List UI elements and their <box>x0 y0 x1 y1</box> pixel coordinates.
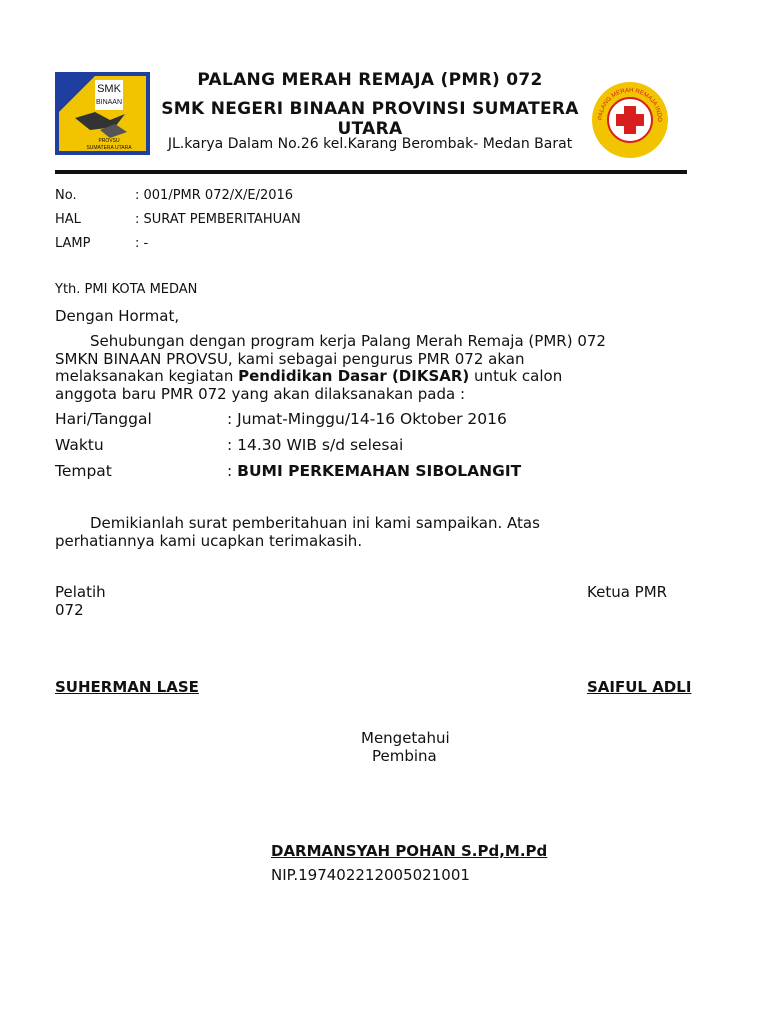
body-line-4: anggota baru PMR 072 yang akan dilaksanakan pada : <box>55 385 466 403</box>
signer-right-role: Ketua PMR <box>587 583 668 601</box>
school-title-cont: UTARA <box>337 119 403 139</box>
body-line-2: SMKN BINAAN PROVSU, kami sebagai pengurus PMR 072 akan <box>55 350 525 368</box>
svg-text:SUMATERA UTARA: SUMATERA UTARA <box>86 145 132 151</box>
recipient: Yth. PMI KOTA MEDAN <box>55 282 198 297</box>
signer-left-role-cont: 072 <box>55 601 84 619</box>
greeting: Dengan Hormat, <box>55 307 180 325</box>
body-line-3: melaksanakan kegiatan Pendidikan Dasar (DIKSAR) untuk calon <box>55 367 563 385</box>
signer-right-name: SAIFUL ADLI <box>587 678 692 696</box>
school-title: SMK NEGERI BINAAN PROVINSI SUMATERA <box>161 99 579 119</box>
field-place: Tempat : BUMI PERKEMAHAN SIBOLANGIT <box>55 462 522 480</box>
pmr-emblem-logo <box>590 80 670 160</box>
organization-title: PALANG MERAH REMAJA (PMR) 072 <box>197 70 543 90</box>
body-line-1: Sehubungan dengan program kerja Palang Merah Remaja (PMR) 072 <box>90 332 606 350</box>
school-address: JL.karya Dalam No.26 kel.Karang Berombak- Medan Barat <box>167 136 573 152</box>
meta-subject: HAL : SURAT PEMBERITAHUAN <box>55 212 301 227</box>
closing-line-1: Demikianlah surat pemberitahuan ini kami sampaikan. Atas <box>90 514 540 532</box>
ack-role: Pembina <box>372 747 437 765</box>
svg-text:SMK: SMK <box>97 83 121 95</box>
closing-line-2: perhatiannya kami ucapkan terimakasih. <box>55 532 363 550</box>
ack-label: Mengetahui <box>361 729 450 747</box>
field-time: Waktu : 14.30 WIB s/d selesai <box>55 436 404 454</box>
meta-attachment: LAMP : - <box>55 236 149 251</box>
header-divider <box>55 170 687 174</box>
svg-text:PALANG MERAH REMAJA INDONESIA: PALANG MERAH REMAJA INDO <box>597 87 663 122</box>
signer-left-name: SUHERMAN LASE <box>55 678 199 696</box>
advisor-name: DARMANSYAH POHAN S.Pd,M.Pd <box>271 842 548 860</box>
svg-text:PROVSU: PROVSU <box>98 138 120 144</box>
svg-text:BINAAN: BINAAN <box>95 99 123 106</box>
school-logo <box>55 72 150 155</box>
field-date: Hari/Tanggal : Jumat-Minggu/14-16 Oktober 2016 <box>55 410 507 428</box>
meta-number: No. : 001/PMR 072/X/E/2016 <box>55 188 294 203</box>
signer-left-role: Pelatih <box>55 583 106 601</box>
advisor-nip: NIP.197402212005021001 <box>271 866 470 884</box>
